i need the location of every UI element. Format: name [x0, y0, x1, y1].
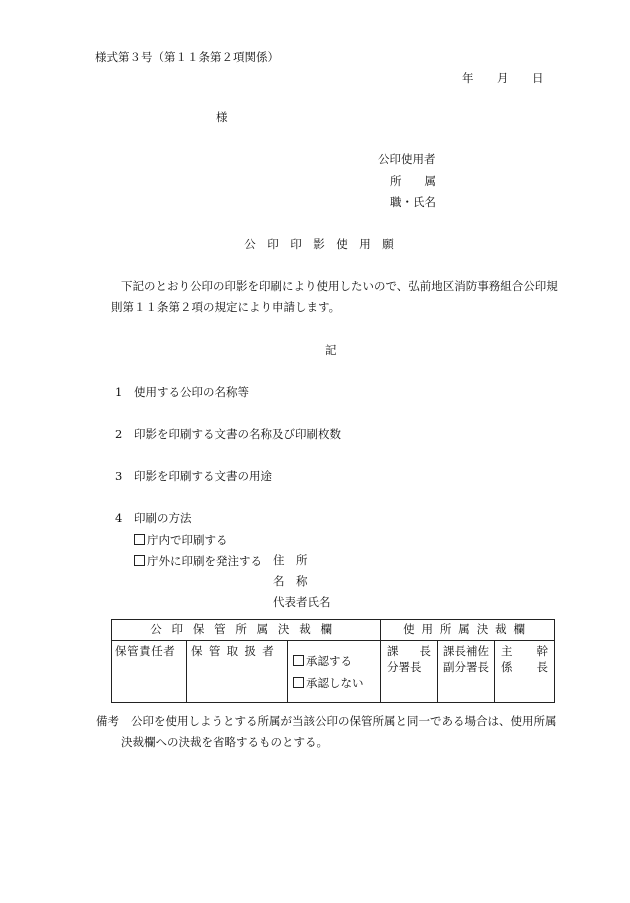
checkbox-approve[interactable] — [293, 655, 304, 666]
section-chief-char-1: 課 — [387, 644, 399, 658]
form-number: 様式第３号（第１１条第２項関係） — [95, 50, 279, 64]
approve-option[interactable] — [293, 655, 380, 668]
date-year: 年 — [462, 71, 474, 85]
remarks-line-2: 決裁欄への決裁を省略するものとする。 — [121, 735, 328, 749]
approval-table — [111, 619, 555, 703]
custody-header: 公印保管所属決裁欄 — [112, 620, 381, 641]
unit-chief-char-2: 長 — [536, 659, 549, 674]
remarks-line-1: 公印を使用しようとする所属が当該公印の保管所属と同一である場合は、使用所属 — [131, 714, 557, 728]
ki-marker: 記 — [325, 343, 337, 357]
item-4-label: 印刷の方法 — [134, 511, 192, 525]
vendor-name-label: 名 称 — [273, 574, 308, 588]
item-3-number: 3 — [115, 469, 123, 483]
item-2-label: 印影を印刷する文書の名称及び印刷枚数 — [134, 427, 341, 441]
date-day: 日 — [532, 71, 544, 85]
applicant-title: 公印使用者 — [378, 152, 436, 166]
section-chief-label — [387, 646, 431, 658]
applicant-department-label: 所 属 — [390, 174, 436, 188]
deputy-chief-label: 課長補佐 — [443, 644, 490, 658]
senior-staff-cell[interactable] — [495, 641, 555, 703]
body-line-1: 下記のとおり公印の印影を印刷により使用したいので、弘前地区消防事務組合公印規 — [121, 279, 558, 293]
body-line-2: 則第１１条第２項の規定により申請します。 — [111, 300, 341, 314]
branch-chief-label: 分署長 — [387, 659, 422, 674]
handler-cell[interactable] — [187, 641, 288, 703]
deputy-branch-chief-label: 副分署長 — [443, 659, 490, 674]
section-chief-char-2: 長 — [419, 644, 432, 658]
custody-officer-label: 保管責任者 — [115, 644, 176, 658]
unit-chief-char-1: 係 — [501, 659, 513, 674]
handler-label: 保管取扱者 — [191, 644, 281, 658]
vendor-address-label: 住 所 — [273, 553, 308, 567]
item-1-label: 使用する公印の名称等 — [134, 385, 249, 399]
approve-label: 承認する — [306, 654, 352, 668]
approval-decision-cell — [288, 641, 381, 703]
vendor-representative-label: 代表者氏名 — [273, 595, 331, 609]
applicant-name-label: 職・氏名 — [390, 195, 436, 209]
item-4-number: 4 — [115, 511, 123, 525]
deputy-chief-cell[interactable] — [438, 641, 495, 703]
document-title: 公 印 印 影 使 用 願 — [244, 237, 394, 251]
section-chief-cell[interactable] — [381, 641, 438, 703]
remarks-label: 備考 — [96, 714, 119, 728]
option-in-house-label: 庁内で印刷する — [147, 533, 228, 547]
addressee-suffix: 様 — [216, 110, 228, 124]
usage-header: 使用所属決裁欄 — [381, 620, 555, 641]
checkbox-outsourced[interactable] — [134, 555, 145, 566]
item-1-number: 1 — [115, 385, 123, 399]
item-3-label: 印影を印刷する文書の用途 — [134, 469, 272, 483]
checkbox-in-house[interactable] — [134, 534, 145, 545]
checkbox-disapprove[interactable] — [293, 677, 304, 688]
item-2-number: 2 — [115, 427, 123, 441]
custody-officer-cell[interactable] — [112, 641, 187, 703]
option-in-house[interactable] — [134, 534, 228, 547]
senior-char-2: 幹 — [536, 644, 549, 658]
option-outsourced[interactable] — [134, 555, 262, 568]
senior-label — [501, 646, 548, 658]
disapprove-option[interactable] — [293, 677, 380, 690]
unit-chief-label — [501, 659, 549, 674]
senior-char-1: 主 — [501, 644, 513, 658]
option-outsourced-label: 庁外に印刷を発注する — [147, 554, 262, 568]
disapprove-label: 承認しない — [306, 675, 364, 690]
date-month: 月 — [497, 71, 509, 85]
